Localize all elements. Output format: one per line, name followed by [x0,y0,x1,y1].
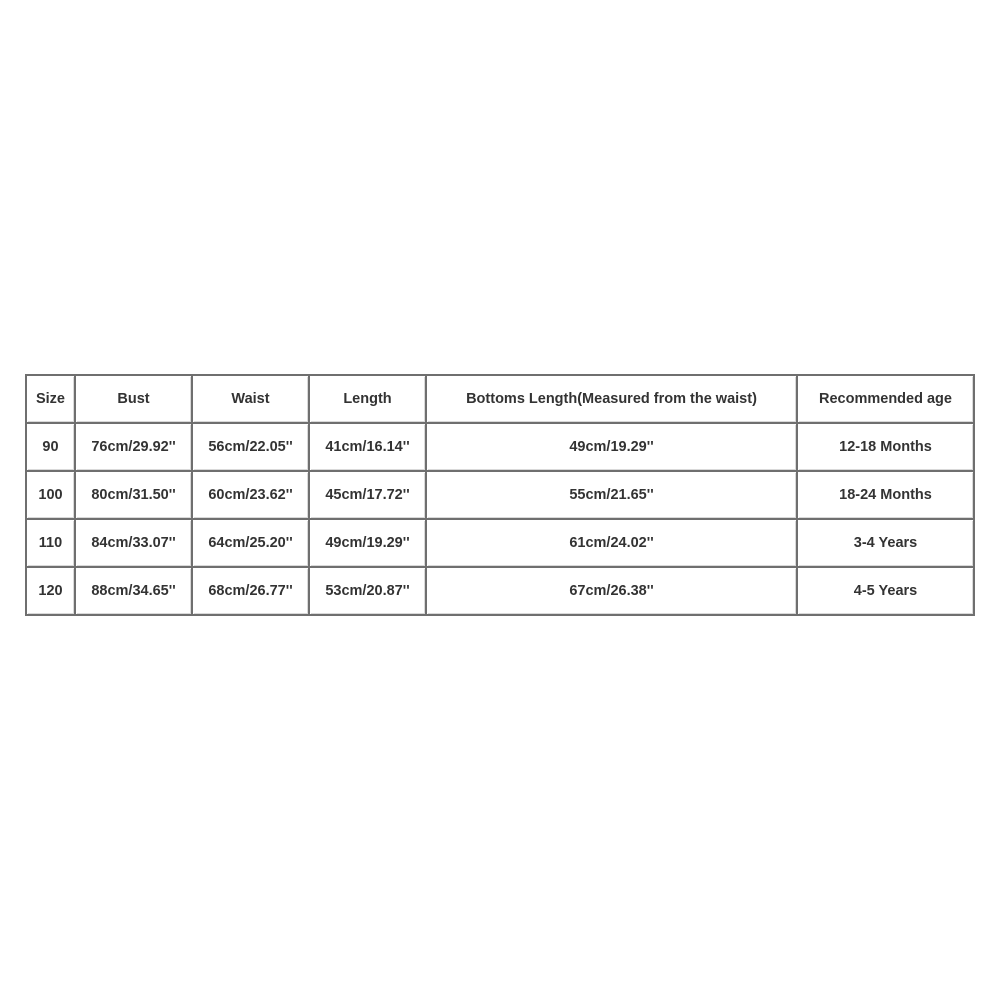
cell-waist: 56cm/22.05'' [193,424,310,472]
header-recommended-age: Recommended age [798,376,975,424]
cell-bust: 88cm/34.65'' [76,568,193,616]
cell-size: 90 [27,424,76,472]
cell-bottoms-length: 55cm/21.65'' [427,472,798,520]
cell-size: 100 [27,472,76,520]
header-waist: Waist [193,376,310,424]
cell-waist: 64cm/25.20'' [193,520,310,568]
cell-recommended-age: 3-4 Years [798,520,975,568]
cell-size: 110 [27,520,76,568]
cell-recommended-age: 12-18 Months [798,424,975,472]
table-row [27,472,975,520]
header-bottoms-length: Bottoms Length(Measured from the waist) [427,376,798,424]
cell-size: 120 [27,568,76,616]
header-bust: Bust [76,376,193,424]
cell-length: 41cm/16.14'' [310,424,427,472]
cell-bust: 76cm/29.92'' [76,424,193,472]
cell-bust: 84cm/33.07'' [76,520,193,568]
cell-waist: 68cm/26.77'' [193,568,310,616]
table-row [27,520,975,568]
cell-bottoms-length: 49cm/19.29'' [427,424,798,472]
cell-waist: 60cm/23.62'' [193,472,310,520]
cell-length: 53cm/20.87'' [310,568,427,616]
cell-recommended-age: 18-24 Months [798,472,975,520]
header-row [27,376,975,424]
cell-bottoms-length: 61cm/24.02'' [427,520,798,568]
table-row [27,424,975,472]
cell-bust: 80cm/31.50'' [76,472,193,520]
cell-recommended-age: 4-5 Years [798,568,975,616]
header-size: Size [27,376,76,424]
cell-bottoms-length: 67cm/26.38'' [427,568,798,616]
table-row [27,568,975,616]
size-chart-table [25,374,975,616]
cell-length: 49cm/19.29'' [310,520,427,568]
header-length: Length [310,376,427,424]
cell-length: 45cm/17.72'' [310,472,427,520]
